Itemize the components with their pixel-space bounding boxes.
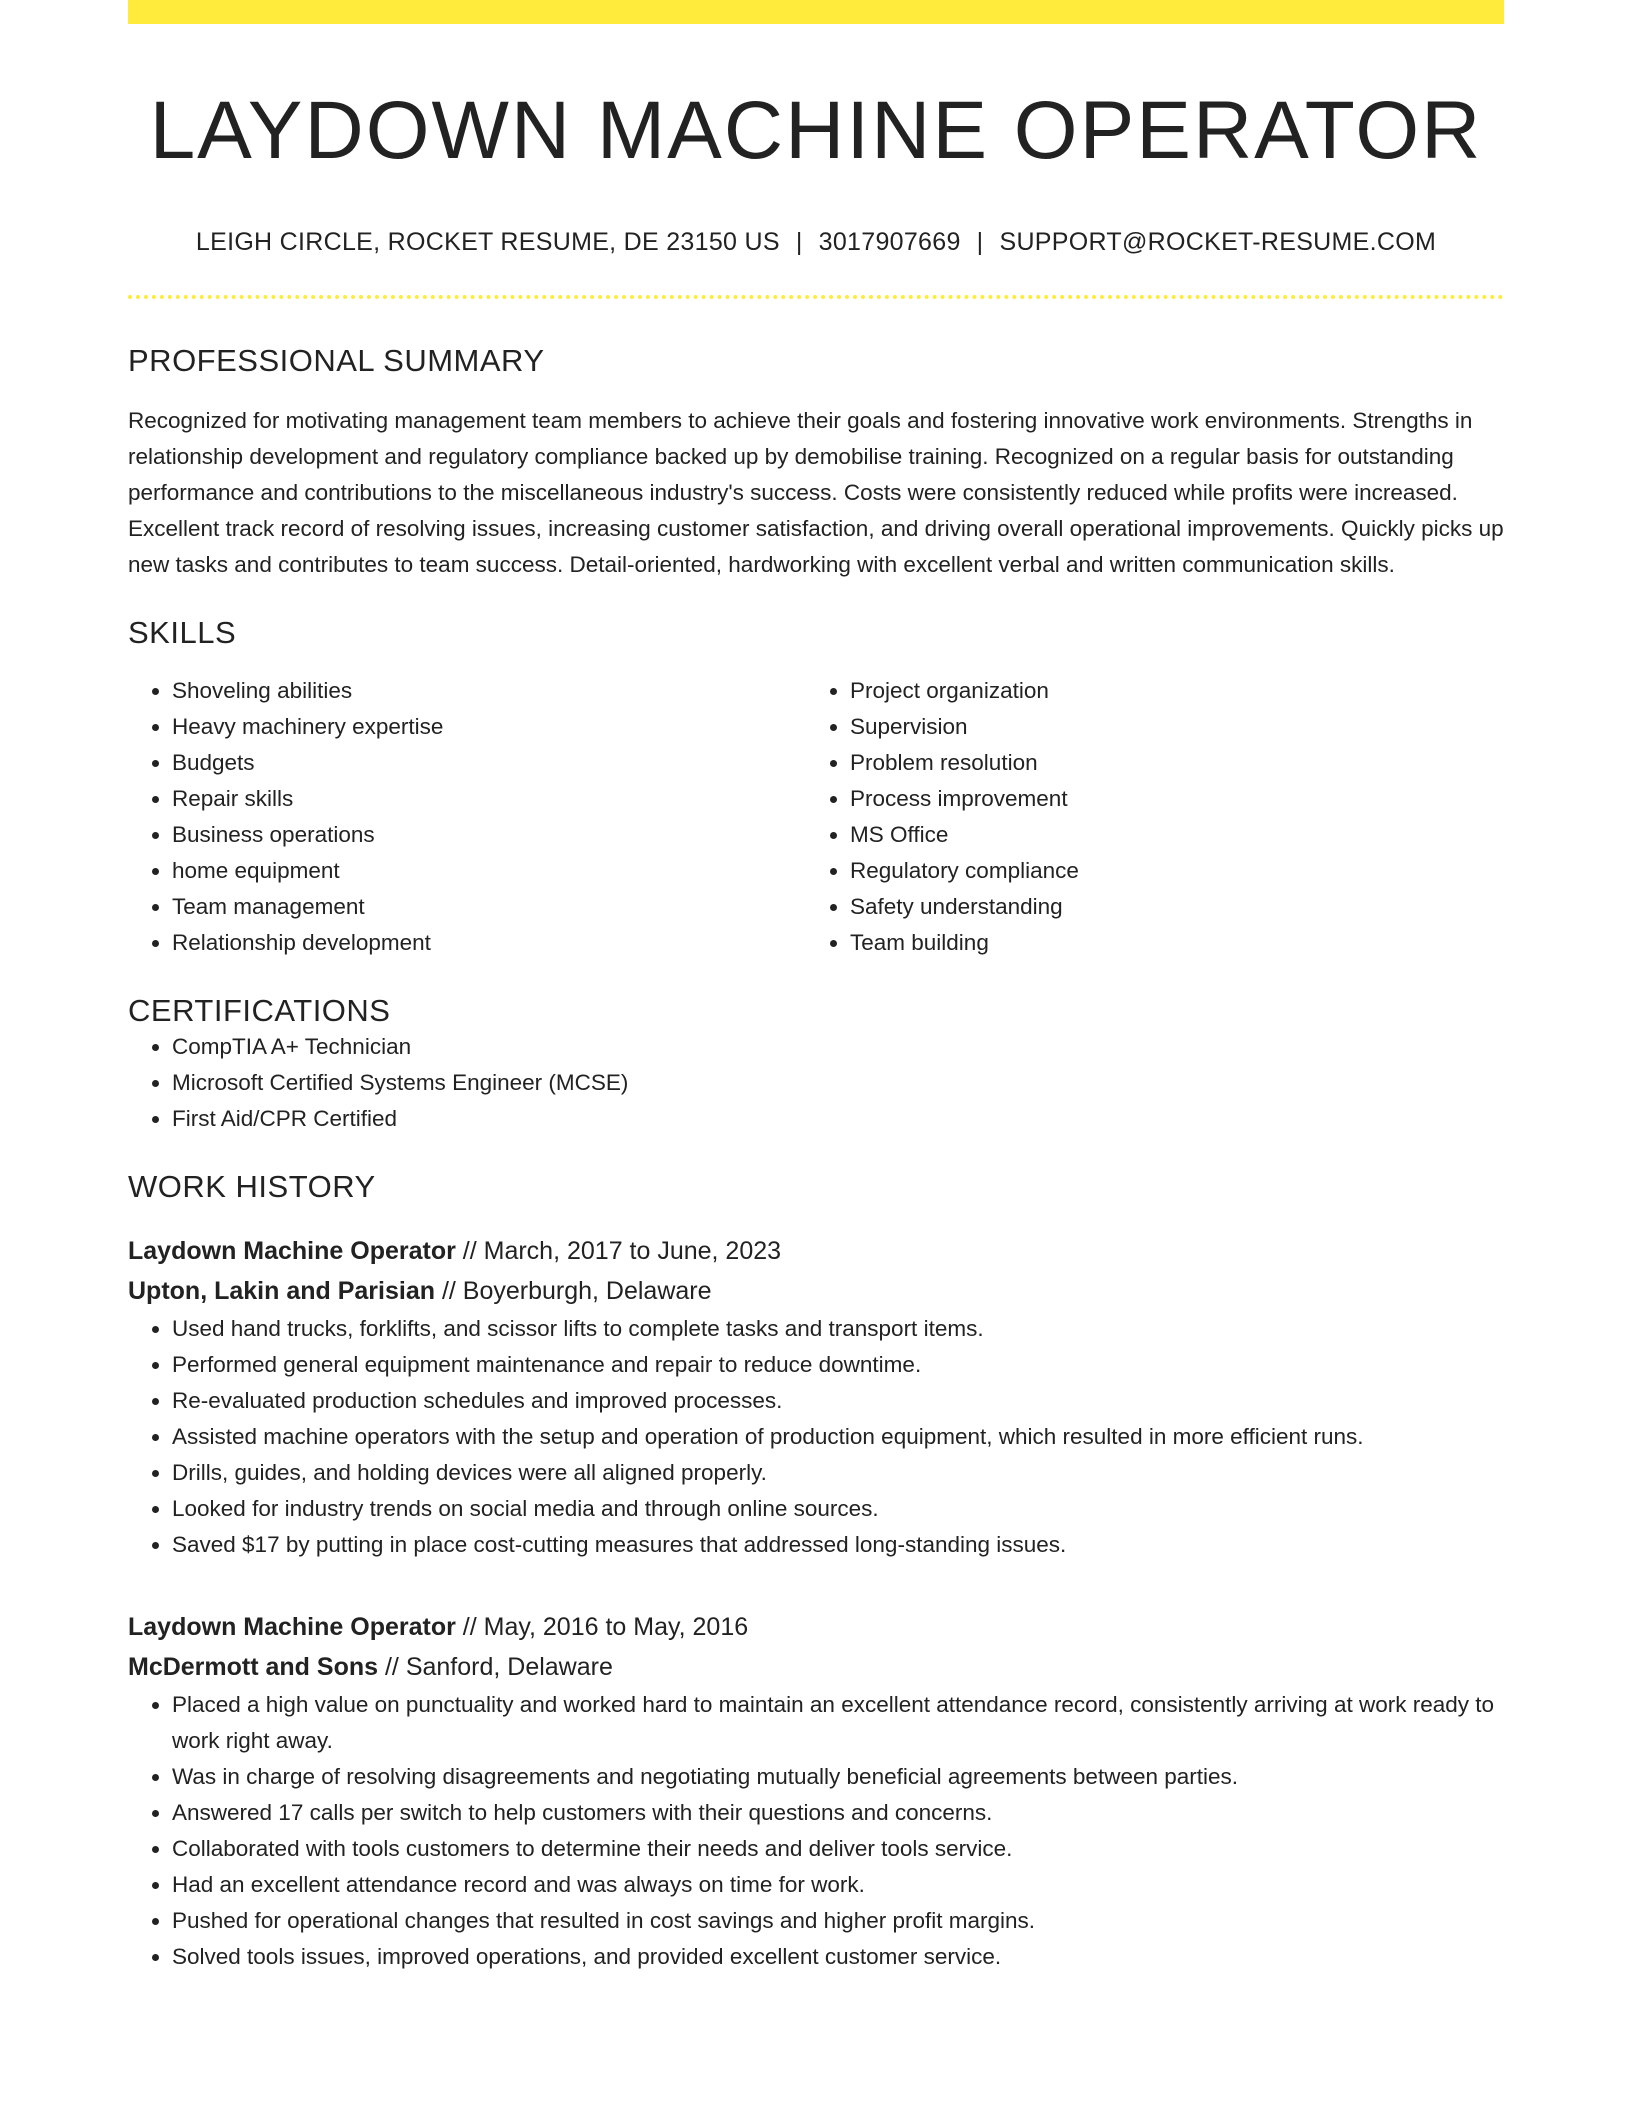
job-company-line bbox=[128, 1647, 1504, 1687]
job-dates: // March, 2017 to June, 2023 bbox=[455, 1237, 782, 1266]
skill-item: • Process improvement bbox=[850, 781, 1484, 817]
skills-column-left bbox=[128, 673, 806, 961]
certifications-heading: CERTIFICATIONS bbox=[128, 993, 391, 1029]
certification-item: • Microsoft Certified Systems Engineer (MCSE) bbox=[172, 1065, 1504, 1101]
job-duty: • Answered 17 calls per switch to help customers with their questions and concerns. bbox=[172, 1795, 1504, 1831]
job-duty: • Was in charge of resolving disagreements and negotiating mutually beneficial agreements between parties. bbox=[172, 1759, 1504, 1795]
skill-item: • Business operations bbox=[172, 817, 806, 853]
skills-list-left bbox=[128, 673, 806, 961]
certification-item: • CompTIA A+ Technician bbox=[172, 1029, 1504, 1065]
job-company-line bbox=[128, 1271, 1504, 1311]
skill-item: • Regulatory compliance bbox=[850, 853, 1484, 889]
job-duty: • Assisted machine operators with the setup and operation of production equipment, which resulted in more efficient runs. bbox=[172, 1419, 1504, 1455]
contact-email: SUPPORT@ROCKET-RESUME.COM bbox=[999, 228, 1437, 257]
job-location: // Boyerburgh, Delaware bbox=[435, 1277, 712, 1306]
job-title-line bbox=[128, 1607, 1504, 1647]
job-duty: • Looked for industry trends on social media and through online sources. bbox=[172, 1491, 1504, 1527]
contact-line bbox=[128, 228, 1504, 257]
accent-bar bbox=[128, 0, 1504, 24]
job-company: McDermott and Sons bbox=[128, 1653, 379, 1682]
skill-item: • home equipment bbox=[172, 853, 806, 889]
job-entry bbox=[128, 1231, 1504, 1563]
contact-phone: 3017907669 bbox=[818, 228, 961, 257]
job-title-line bbox=[128, 1231, 1504, 1271]
skill-item: • Supervision bbox=[850, 709, 1484, 745]
job-location: // Sanford, Delaware bbox=[378, 1653, 613, 1682]
summary-text: Recognized for motivating management team members to achieve their goals and fostering innovative work environments. Strengths in relationship development and regulatory compliance backed up by demobilise training. Recognized on a regular basis for outstanding performance and contributions to the miscellaneous industry's success. Costs were consistently reduced while profits were increased. Excellent track record of resolving issues, increasing customer satisfaction, and driving overall operational improvements. Quickly picks up new tasks and contributes to team success. Detail-oriented, hardworking with excellent verbal and written communication skills. bbox=[128, 408, 1504, 578]
job-entry bbox=[128, 1607, 1504, 1975]
certifications-list bbox=[128, 1029, 1504, 1137]
skill-item: • Team management bbox=[172, 889, 806, 925]
skill-item: • Budgets bbox=[172, 745, 806, 781]
job-duty: • Placed a high value on punctuality and worked hard to maintain an excellent attendance record, consistently arriving at work ready to work right away. bbox=[172, 1687, 1504, 1759]
job-dates: // May, 2016 to May, 2016 bbox=[455, 1613, 749, 1642]
resume-page bbox=[128, 0, 1504, 1975]
skill-item: • Team building bbox=[850, 925, 1484, 961]
job-duty: • Solved tools issues, improved operations, and provided excellent customer service. bbox=[172, 1939, 1504, 1975]
skill-item: • Repair skills bbox=[172, 781, 806, 817]
contact-address: LEIGH CIRCLE, ROCKET RESUME, DE 23150 US bbox=[195, 228, 780, 257]
job-duties-list bbox=[128, 1311, 1504, 1563]
skills-columns bbox=[128, 673, 1504, 961]
job-duty: • Saved $17 by putting in place cost-cutting measures that addressed long-standing issues. bbox=[172, 1527, 1504, 1563]
contact-separator: | bbox=[795, 228, 803, 257]
job-duty: • Had an excellent attendance record and was always on time for work. bbox=[172, 1867, 1504, 1903]
skill-item: • MS Office bbox=[850, 817, 1484, 853]
job-title: Laydown Machine Operator bbox=[128, 1613, 456, 1642]
skill-item: • Problem resolution bbox=[850, 745, 1484, 781]
skill-item: • Shoveling abilities bbox=[172, 673, 806, 709]
job-company: Upton, Lakin and Parisian bbox=[128, 1277, 435, 1306]
job-duty: • Pushed for operational changes that resulted in cost savings and higher profit margins. bbox=[172, 1903, 1504, 1939]
resume-title: LAYDOWN MACHINE OPERATOR bbox=[149, 85, 1483, 176]
skills-column-right bbox=[806, 673, 1484, 961]
job-title: Laydown Machine Operator bbox=[128, 1237, 456, 1266]
job-duty: • Used hand trucks, forklifts, and scissor lifts to complete tasks and transport items. bbox=[172, 1311, 1504, 1347]
job-duty: • Collaborated with tools customers to determine their needs and deliver tools service. bbox=[172, 1831, 1504, 1867]
work-history-heading: WORK HISTORY bbox=[128, 1169, 376, 1205]
job-duties-list bbox=[128, 1687, 1504, 1975]
skill-item: • Relationship development bbox=[172, 925, 806, 961]
skills-list-right bbox=[806, 673, 1484, 961]
skills-heading: SKILLS bbox=[128, 615, 237, 651]
skill-item: • Safety understanding bbox=[850, 889, 1484, 925]
job-duty: • Drills, guides, and holding devices were all aligned properly. bbox=[172, 1455, 1504, 1491]
certification-item: • First Aid/CPR Certified bbox=[172, 1101, 1504, 1137]
dotted-divider bbox=[128, 295, 1504, 299]
skill-item: • Heavy machinery expertise bbox=[172, 709, 806, 745]
job-duty: • Performed general equipment maintenance and repair to reduce downtime. bbox=[172, 1347, 1504, 1383]
summary-heading: PROFESSIONAL SUMMARY bbox=[128, 343, 545, 379]
contact-separator: | bbox=[976, 228, 984, 257]
skill-item: • Project organization bbox=[850, 673, 1484, 709]
job-duty: • Re-evaluated production schedules and improved processes. bbox=[172, 1383, 1504, 1419]
